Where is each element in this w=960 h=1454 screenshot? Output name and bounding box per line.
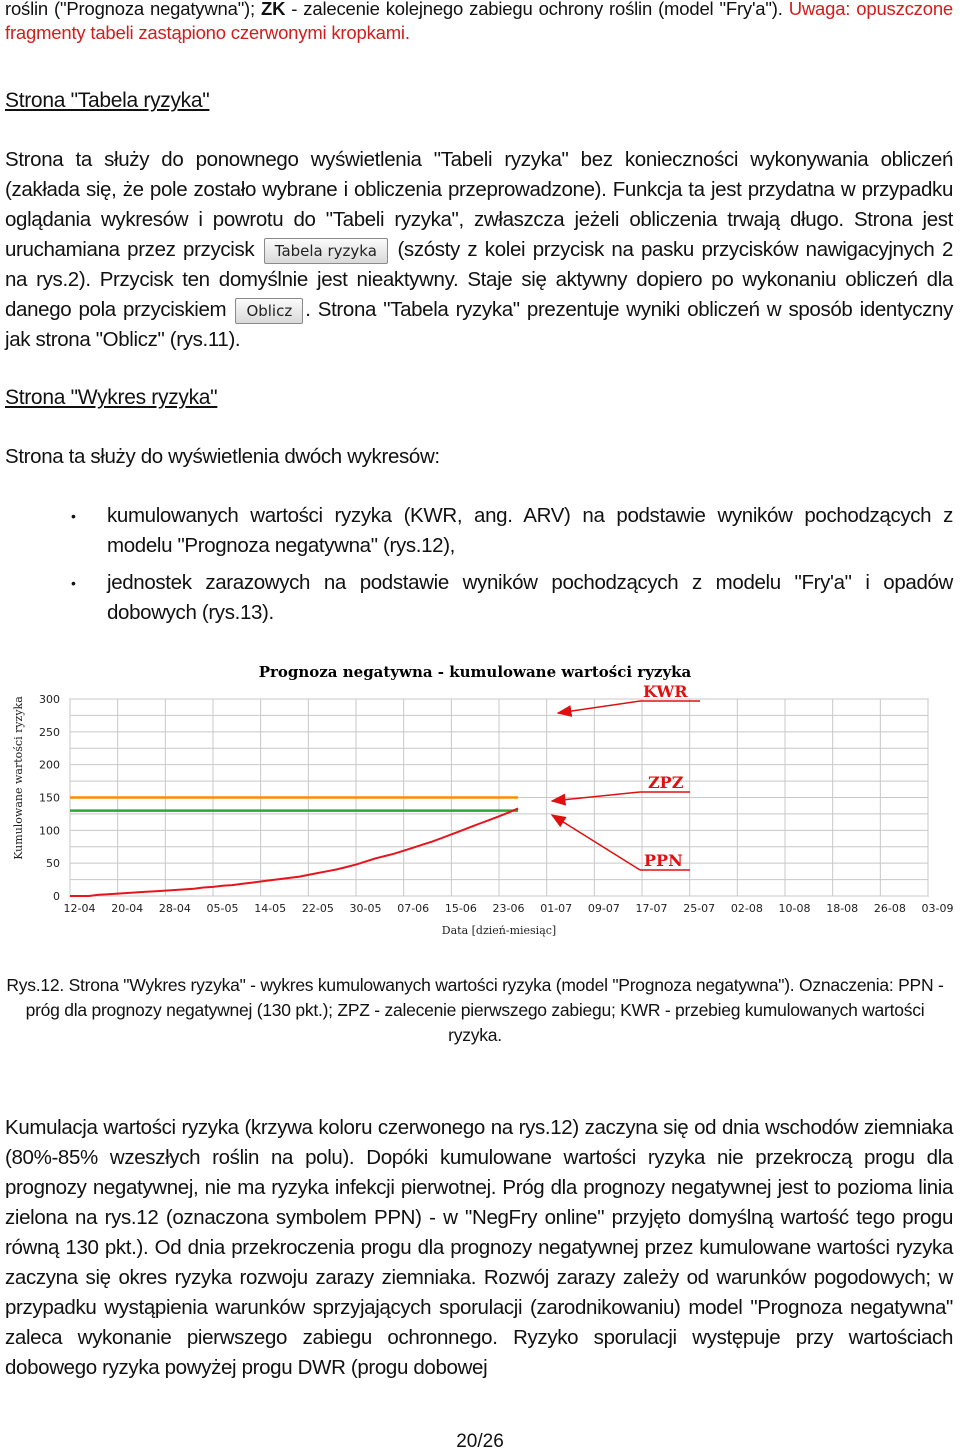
section-heading-wykres-ryzyka: Strona "Wykres ryzyka" — [5, 386, 218, 409]
wykres-ryzyka-intro: Strona ta służy do wyświetlenia dwóch wykresów: — [5, 445, 440, 468]
x-tick-label: 26-08 — [873, 902, 906, 915]
kumulacja-paragraph: Kumulacja wartości ryzyka (krzywa koloru czerwonego na rys.12) zaczyna się od dnia wschodów ziemniaka (80%-85% wzeszłych roślin na polu). Dopóki kumulowane wartości ryzyka nie przekroczą progu dla prognozy negatywnej, nie ma ryzyka infekcji pierwotnej. Próg dla prognozy negatywnej jest to pozioma linia zielona na rys.12 (oznaczona symbolem PPN) - w "NegFry online" przyjęto domyślną wartość tego progu równą 130 pkt.). Od dnia przekroczenia progu dla prognozy negatywnej przez kumulowane wartości ryzyka zaczyna się okres ryzyka rozwoju zarazy ziemniaka. Rozwój zarazy zależy od warunków pogodowych; w przypadku wystąpienia warunków sprzyjających sporulacji (zarodnikowaniu) model "Prognoza negatywna" zaleca wykonanie pierwszego zabiegu ochronnego. Ryzyko sporulacji występuje przy wartościach dobowego ryzyka powyżej progu DWR (progu dobowej — [5, 1116, 953, 1379]
y-axis-label: Kumulowane wartości ryzyka — [12, 696, 25, 860]
x-ticks — [64, 902, 954, 915]
y-tick-label: 300 — [39, 693, 60, 706]
x-tick-label: 12-04 — [63, 902, 96, 915]
page-number: 20/26 — [456, 1431, 504, 1452]
x-tick-label: 05-05 — [206, 902, 239, 915]
x-tick-label: 14-05 — [254, 902, 287, 915]
y-tick-label: 150 — [39, 791, 60, 805]
x-tick-label: 25-07 — [683, 902, 716, 915]
kwr-annotation: KWR — [643, 682, 688, 701]
x-tick-label: 07-06 — [397, 902, 430, 915]
chart-list — [5, 501, 953, 635]
x-tick-label: 28-04 — [158, 902, 191, 915]
tabela-ryzyka-button[interactable]: Tabela ryzyka — [264, 238, 388, 264]
x-tick-label: 10-08 — [778, 902, 811, 915]
section-heading-tabela-ryzyka: Strona "Tabela ryzyka" — [5, 89, 210, 112]
y-tick-label: 100 — [39, 824, 60, 838]
zpz-annotation: ZPZ — [648, 773, 684, 792]
list-item: • kumulowanych wartości ryzyka (KWR, ang. ARV) na podstawie wyników pochodzących z modelu "Prognoza negatywna" (rys.12), — [107, 501, 953, 561]
figure-caption: Rys.12. Strona "Wykres ryzyka" - wykres kumulowanych wartości ryzyka (model "Prognoza negatywna"). Oznaczenia: PPN - próg dla prognozy negatywnej (130 pkt.); ZPZ - zalecenie pierwszego zabiegu; KWR - przebieg kumulowanych wartości ryzyka. — [6, 975, 944, 1045]
tabela-ryzyka-paragraph: Strona ta służy do ponownego wyświetlenia "Tabeli ryzyka" bez konieczności wykonywania obliczeń (zakłada się, że pole zostało wybrane i obliczenia przeprowadzone). Funkcja ta jest przydatna w przypadku oglądania wykresów i powrotu do "Tabeli ryzyka", zwłaszcza jeżeli obliczenia trwają długo. Strona jest uruchamiana przez przycisk Tabela ryzyka (szósty z kolei przycisk na pasku przycisków nawigacyjnych 2 na rys.2). Przycisk ten domyślnie jest nieaktywny. Staje się aktywny dopiero po wykonaniu obliczeń dla danego pola przyciskiem Oblicz . Strona "Tabela ryzyka" prezentuje wyniki obliczeń w sposób identyczny jak strona "Oblicz" (rys.11). — [5, 148, 953, 351]
x-tick-label: 17-07 — [635, 902, 668, 915]
y-tick-label: 250 — [39, 725, 60, 739]
x-tick-label: 15-06 — [444, 902, 477, 915]
x-tick-label: 02-08 — [730, 902, 763, 915]
x-axis-label: Data [dzień-miesiąc] — [441, 924, 557, 937]
ppn-annotation: PPN — [644, 851, 683, 870]
x-tick-label: 01-07 — [540, 902, 573, 915]
chart-title: Prognoza negatywna - kumulowane wartości ryzyka — [258, 663, 692, 681]
list-item: • jednostek zarazowych na podstawie wyników pochodzących z modelu "Fry'a" i opadów dobowych (rys.13). — [107, 568, 953, 628]
y-tick-label: 200 — [39, 758, 60, 772]
x-tick-label: 03-09 — [921, 902, 954, 915]
x-tick-label: 23-06 — [492, 902, 525, 915]
x-tick-label: 09-07 — [587, 902, 620, 915]
intro-note: roślin ("Prognoza negatywna"); ZK - zalecenie kolejnego zabiegu ochrony roślin (model "Fry'a"). Uwaga: opuszczone fragmenty tabeli zastąpiono czerwonymi kropkami. — [5, 0, 954, 43]
y-tick-label: 0 — [53, 890, 60, 903]
y-tick-label: 50 — [46, 857, 60, 871]
oblicz-button[interactable]: Oblicz — [235, 298, 303, 324]
warning-text: Uwaga: opuszczone fragmenty tabeli zastąpiono czerwonymi kropkami. — [5, 0, 954, 43]
risk-chart — [0, 655, 960, 945]
x-tick-label: 20-04 — [111, 902, 144, 915]
x-tick-label: 18-08 — [826, 902, 859, 915]
y-ticks — [39, 693, 60, 903]
zk-label: ZK — [261, 0, 286, 19]
x-tick-label: 22-05 — [301, 902, 334, 915]
x-tick-label: 30-05 — [349, 902, 382, 915]
